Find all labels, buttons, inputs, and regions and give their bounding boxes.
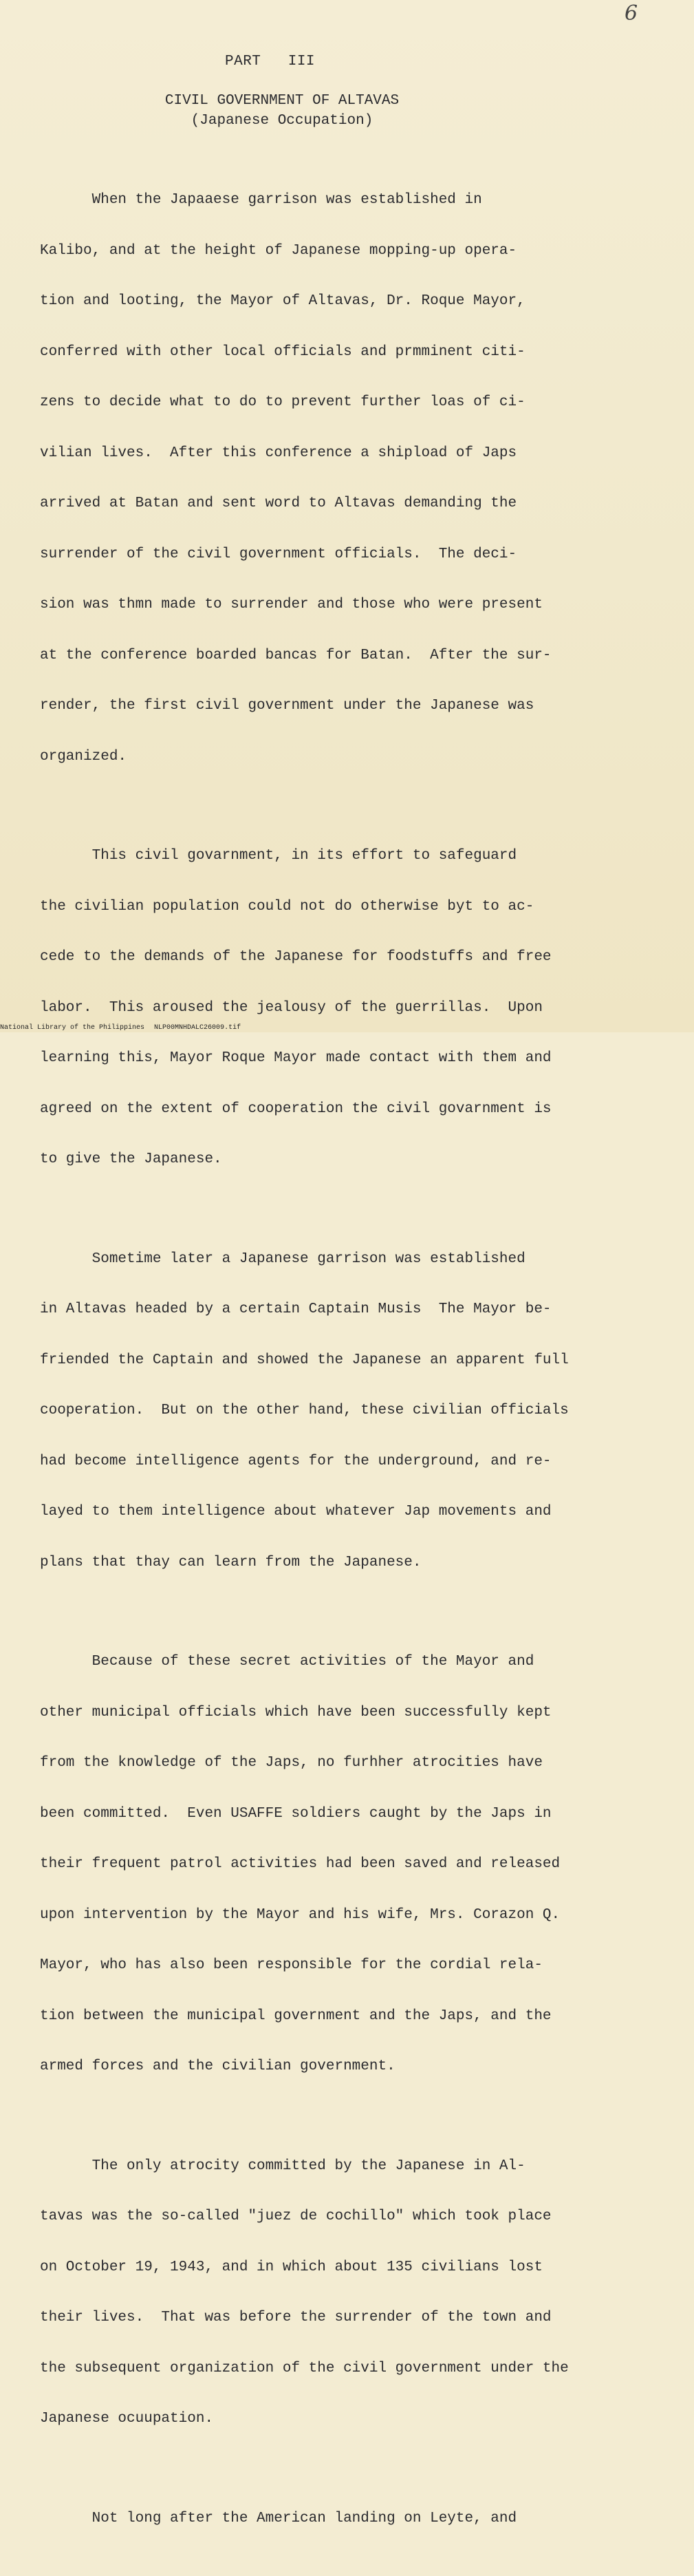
- text-line: Kalibo, and at the height of Japanese mopping-up opera-: [40, 242, 517, 259]
- text-line: render, the first civil government under the Japanese was: [40, 698, 534, 714]
- text-line: Because of these secret activities of the Mayor and: [40, 1654, 534, 1670]
- text-line: in Altavas headed by a certain Captain Musis The Mayor be-: [40, 1301, 552, 1317]
- text-line: their lives. That was before the surrender of the town and: [40, 2310, 552, 2325]
- paragraph: [40, 1217, 655, 1606]
- text-line: arrived at Batan and sent word to Altavas demanding the: [40, 496, 517, 511]
- text-line: had become intelligence agents for the underground, and re-: [40, 1453, 552, 1469]
- text-line: Sometime later a Japanese garrison was established: [40, 1250, 525, 1267]
- text-line: friended the Captain and showed the Japanese an apparent full: [40, 1352, 569, 1368]
- heading-subtitle: (Japanese Occupation): [191, 113, 373, 129]
- text-line: Mayor, who has also been responsible for the cordial rela-: [40, 1957, 543, 1973]
- paragraph: [40, 2477, 655, 2562]
- text-line: upon intervention by the Mayor and his wife, Mrs. Corazon Q.: [40, 1906, 561, 1923]
- text-line: sion was thmn made to surrender and those who were present: [40, 597, 543, 613]
- footer-library: National Library of the Philippines: [0, 1024, 145, 1032]
- text-line: tion and looting, the Mayor of Altavas, Dr. Roque Mayor,: [40, 293, 525, 309]
- paragraph: [40, 814, 655, 1202]
- text-line: from the knowledge of the Japs, no furhher atrocities have: [40, 1755, 543, 1771]
- text-line: cooperation. But on the other hand, these civilian officials: [40, 1403, 569, 1418]
- part-label: PART III: [225, 54, 316, 70]
- page-number: 6: [625, 1, 638, 25]
- text-line: armed forces and the civilian government.: [40, 2058, 395, 2074]
- text-line: conferred with other local officials and prmminent citi-: [40, 343, 525, 360]
- text-line: organized.: [40, 748, 127, 765]
- text-line: been committed. Even USAFFE soldiers caught by the Japs in: [40, 1805, 552, 1822]
- text-line: The only atrocity committed by the Japanese in Al-: [40, 2158, 525, 2174]
- text-line: tavas was the so-called "juez de cochillo" which took place: [40, 2208, 552, 2224]
- text-line: surrender of the civil government officials. The deci-: [40, 546, 517, 562]
- section-heading: [138, 91, 426, 131]
- text-line: the civilian population could not do otherwise byt to ac-: [40, 898, 534, 915]
- text-line: Japanese ocuupation.: [40, 2411, 214, 2427]
- paragraph: [40, 2125, 655, 2462]
- text-line: tion between the municipal government and the Japs, and the: [40, 2008, 552, 2024]
- text-line: their frequent patrol activities had been saved and released: [40, 1856, 561, 1872]
- footer-filename: NLP00MNHDALC26009.tif: [154, 1024, 241, 1032]
- text-line: on October 19, 1943, and in which about 135 civilians lost: [40, 2259, 543, 2275]
- text-line: plans that thay can learn from the Japanese.: [40, 1554, 422, 1571]
- body-text: [40, 158, 655, 2576]
- text-line: vilian lives. After this conference a shipload of Japs: [40, 445, 517, 461]
- text-line: Not long after the American landing on Leyte, and: [40, 2510, 517, 2526]
- text-line: to give the Japanese.: [40, 1151, 222, 1167]
- text-line: labor. This aroused the jealousy of the guerrillas. Upon: [40, 999, 543, 1016]
- text-line: learning this, Mayor Roque Mayor made contact with them and: [40, 1050, 552, 1066]
- text-line: cede to the demands of the Japanese for foodstuffs and free: [40, 949, 552, 965]
- text-line: When the Japaaese garrison was established in: [40, 192, 482, 208]
- scan-footer: [0, 1024, 250, 1032]
- text-line: layed to them intelligence about whatever Jap movements and: [40, 1504, 552, 1520]
- text-line: the subsequent organization of the civil government under the: [40, 2360, 569, 2376]
- heading-title: CIVIL GOVERNMENT OF ALTAVAS: [164, 93, 400, 109]
- paragraph: [40, 1620, 655, 2109]
- text-line: at the conference boarded bancas for Batan. After the sur-: [40, 647, 552, 663]
- text-line: agreed on the extent of cooperation the civil govarnment is: [40, 1100, 552, 1117]
- text-line: other municipal officials which have been successfully kept: [40, 1704, 552, 1721]
- text-line: zens to decide what to do to prevent further loas of ci-: [40, 394, 525, 410]
- text-line: This civil govarnment, in its effort to safeguard: [40, 848, 517, 864]
- paragraph: [40, 158, 655, 799]
